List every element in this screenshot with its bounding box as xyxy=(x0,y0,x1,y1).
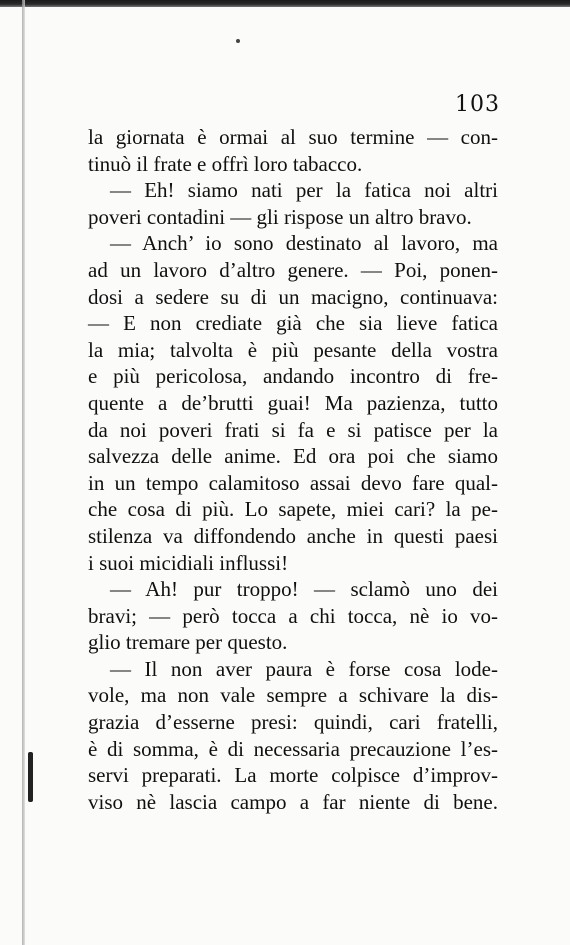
text-line: — Ah! pur troppo! — sclamò uno dei xyxy=(110,577,498,602)
text-line: poveri contadini — gli rispose un altro bravo. xyxy=(88,204,472,229)
text-line: e più pericolosa, andando incontro di fre- xyxy=(88,364,498,389)
text-line: glio tremare per questo. xyxy=(88,630,288,655)
text-line: la mia; talvolta è più pesante della vostra xyxy=(88,337,498,362)
text-line: stilenza va diffondendo anche in questi paesi xyxy=(88,523,498,548)
text-line: servi preparati. La morte colpisce d’improv- xyxy=(88,763,498,788)
text-line: — Eh! siamo nati per la fatica noi altri xyxy=(110,178,498,203)
text-line: dosi a sedere su di un macigno, continuava: xyxy=(88,284,498,309)
ink-mark xyxy=(28,752,33,802)
text-line: i suoi micidiali influssi! xyxy=(88,550,289,575)
binding-gutter xyxy=(22,0,25,945)
text-line: salvezza delle anime. Ed ora poi che siamo xyxy=(88,444,498,469)
text-line: tinuò il frate e offrì loro tabacco. xyxy=(88,151,363,176)
text-line: da noi poveri frati si fa e si patisce per la xyxy=(88,417,498,442)
text-line: — Anch’ io sono destinato al lavoro, ma xyxy=(110,231,498,256)
text-line: vole, ma non vale sempre a schivare la dis- xyxy=(88,683,498,708)
ink-dot xyxy=(236,39,240,43)
text-line: è di somma, è di necessaria precauzione l’es- xyxy=(88,736,498,761)
text-line: grazia d’esserne presi: quindi, cari fratelli, xyxy=(88,710,498,735)
text-line: ad un lavoro d’altro genere. — Poi, ponen- xyxy=(88,257,498,282)
text-line: in un tempo calamitoso assai devo fare qual- xyxy=(88,470,498,495)
text-line: — Il non aver paura è forse cosa lode- xyxy=(110,656,498,681)
body-text xyxy=(88,124,498,815)
text-line: — E non crediate già che sia lieve fatica xyxy=(88,311,498,336)
page-top-edge xyxy=(0,0,570,7)
text-line: quente a de’brutti guai! Ma pazienza, tutto xyxy=(88,390,498,415)
page-number: 103 xyxy=(455,92,500,117)
text-line: viso nè lascia campo a far niente di bene. xyxy=(88,789,498,814)
text-line: la giornata è ormai al suo termine — con- xyxy=(88,125,498,149)
text-line: che cosa di più. Lo sapete, miei cari? la pe- xyxy=(88,497,498,522)
text-line: bravi; — però tocca a chi tocca, nè io vo- xyxy=(88,603,498,628)
